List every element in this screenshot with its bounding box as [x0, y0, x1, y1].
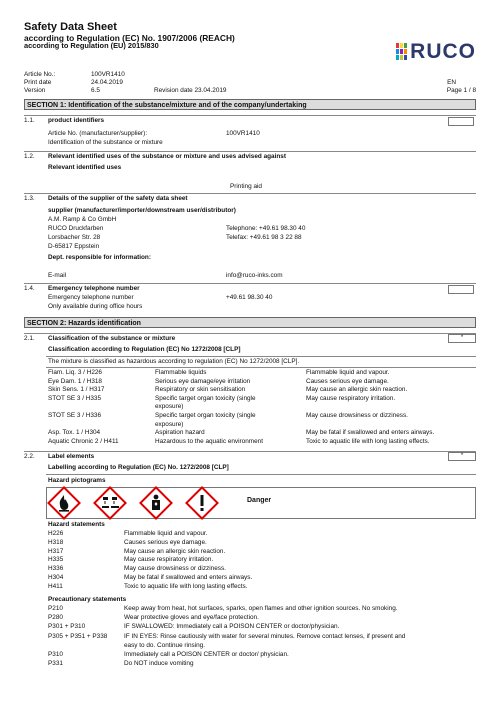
- subsection-heading: Emergency telephone number: [48, 285, 140, 292]
- revision-date: Revision date 23.04.2019: [154, 87, 227, 94]
- classification-code: STOT SE 3 / H335: [48, 394, 102, 402]
- section-number: 1.4.: [24, 285, 35, 292]
- address-line: Lorsbacher Str. 28: [48, 234, 101, 241]
- precaution-code: P210: [48, 605, 63, 612]
- hazard-class: Specific target organ toxicity (single: [155, 394, 256, 402]
- section-number: 2.2.: [24, 453, 35, 460]
- classification-code: STOT SE 3 / H336: [48, 412, 102, 419]
- hazard-text: Toxic to aquatic life with long lasting effects.: [124, 582, 248, 590]
- hazard-description: May cause drowsiness or dizziness.: [306, 412, 408, 419]
- precaution-text: IF IN EYES: Rinse cautiously with water for several minutes. Remove contact lenses, if present and: [124, 632, 406, 640]
- subsection-heading: supplier (manufacturer/importer/downstream user/distributor): [48, 207, 236, 214]
- logo-tile: [404, 49, 407, 54]
- precaution-code: P310: [48, 651, 63, 658]
- hazard-description: Toxic to aquatic life with long lasting effects.: [306, 437, 430, 445]
- precautionary-statements-label: Precautionary statements: [48, 596, 127, 603]
- hazard-description: May be fatal if swallowed and enters airways.: [306, 429, 435, 437]
- ruco-logo: [396, 41, 476, 62]
- emergency-value: +49.61 98.30 40: [226, 294, 273, 301]
- section-number: 2.1.: [24, 335, 35, 342]
- hazard-class: Serious eye damage/eye irritation: [155, 377, 251, 385]
- hazard-code: H226: [48, 530, 64, 537]
- revision-marker: *: [448, 452, 476, 461]
- language: EN: [447, 79, 456, 86]
- logo-tile: [396, 43, 399, 48]
- subsection-heading: Classification of the substance or mixture: [48, 335, 176, 342]
- classification-code: Asp. Tox. 1 / H304: [48, 429, 101, 437]
- office-hours-note: Only available during office hours: [48, 303, 143, 310]
- precaution-text: Keep away from heat, hot surfaces, sparks, open flames and other ignition sources. No smoking.: [124, 605, 398, 612]
- exclamation-icon: [185, 486, 219, 520]
- section-number: 1.3.: [24, 195, 35, 202]
- hazard-code: H335: [48, 556, 64, 564]
- subsection-heading: Dept. responsible for information:: [48, 254, 151, 261]
- hazard-class: Hazardous to the aquatic environment: [155, 437, 263, 445]
- hazard-text: May cause drowsiness or dizziness.: [124, 565, 226, 573]
- precaution-code: P305 + P351 + P338: [48, 632, 108, 640]
- hazard-text: May cause respiratory irritation.: [124, 556, 214, 564]
- title: Safety Data Sheet: [24, 21, 117, 33]
- hazard-description: Causes serious eye damage.: [306, 377, 389, 385]
- side-box: [448, 117, 474, 126]
- corrosion-icon: [93, 486, 127, 520]
- document-title: [24, 22, 235, 50]
- signal-word: Danger: [247, 497, 272, 504]
- logo-tile: [404, 43, 407, 48]
- article-mfg-value: 100VR1410: [226, 130, 260, 137]
- section-number: 1.2.: [24, 153, 35, 160]
- subtitle-eu: according to Regulation (EU) 2015/830: [24, 41, 159, 51]
- hazard-text: May be fatal if swallowed and enters airways.: [124, 574, 253, 581]
- flame-icon: [47, 486, 81, 520]
- hazard-class: Flammable liquids: [155, 369, 207, 376]
- emergency-label: Emergency telephone number: [48, 294, 134, 301]
- classification-code: Eye Dam. 1 / H318: [48, 377, 102, 385]
- address-line: D-65817 Eppstein: [48, 243, 100, 250]
- section-2-header: SECTION 2: Hazards identification: [24, 317, 476, 328]
- email-label: E-mail: [48, 272, 67, 279]
- precaution-text: easy to do. Continue rinsing.: [124, 641, 205, 649]
- logo-mark: [396, 43, 407, 60]
- logo-tile: [400, 49, 403, 54]
- address-line: A.M. Ramp & Co GmbH: [48, 216, 117, 223]
- classification-code: Skin Sens. 1 / H317: [48, 386, 105, 394]
- classification-code: Flam. Liq. 3 / H226: [48, 369, 102, 376]
- hazard-code: H318: [48, 538, 64, 546]
- revision-marker: *: [448, 334, 476, 343]
- telephone: Telephone: +49.61 98.30 40: [226, 225, 306, 232]
- page-number: Page 1 / 8: [446, 87, 476, 94]
- hazard-code: H317: [48, 547, 64, 555]
- hazard-text: May cause an allergic skin reaction.: [124, 547, 226, 555]
- print-date-label: Print date: [24, 79, 52, 86]
- precaution-text: IF SWALLOWED: Immediately call a POISON CENTER or doctor/physician.: [124, 623, 340, 631]
- hazard-code: H304: [48, 574, 64, 581]
- precaution-text: Wear protective gloves and eye/face protection.: [124, 614, 259, 622]
- precaution-code: P301 + P310: [48, 623, 86, 631]
- section-number: 1.1.: [24, 117, 35, 124]
- subsection-heading: Relevant identified uses of the substance or mixture and uses advised against: [48, 153, 286, 160]
- article-label: Article No.:: [24, 71, 56, 78]
- hazard-text: Causes serious eye damage.: [124, 538, 207, 546]
- document-meta: [24, 71, 476, 95]
- logo-tile: [400, 55, 403, 60]
- version-label: Version: [24, 87, 46, 94]
- hazard-text: Flammable liquid and vapour.: [124, 530, 208, 537]
- pictograms-label: Hazard pictograms: [48, 477, 106, 484]
- subsection-heading: Relevant identified uses: [48, 164, 122, 171]
- address-line: RUCO Druckfarben: [48, 225, 104, 232]
- logo-tile: [400, 43, 403, 48]
- article-value: 100VR1410: [91, 71, 125, 78]
- precaution-code: P331: [48, 660, 63, 668]
- hazard-description: Flammable liquid and vapour.: [306, 369, 390, 376]
- subtitle-reach: according to Regulation (EC) No. 1907/2006 (REACH): [24, 32, 235, 43]
- telefax: Telefax: +49.61 98 3 22 88: [226, 234, 302, 241]
- precaution-code: P280: [48, 614, 63, 622]
- print-date-value: 24.04.2019: [91, 79, 123, 86]
- article-mfg-label: Article No. (manufacturer/supplier):: [48, 130, 148, 137]
- precaution-text: Immediately call a POISON CENTER or doctor/ physician.: [124, 651, 289, 658]
- hazard-class: exposure): [155, 420, 184, 428]
- logo-tile: [396, 55, 399, 60]
- hazard-description: May cause an allergic skin reaction.: [306, 386, 408, 394]
- hazard-class: Aspiration hazard: [155, 429, 205, 437]
- classification-note: The mixture is classified as hazardous according to regulation (EC) No 1272/2008 [CLP].: [48, 358, 300, 365]
- subsection-heading: Details of the supplier of the safety data sheet: [48, 195, 188, 202]
- hazard-class: Specific target organ toxicity (single: [155, 412, 256, 419]
- hazard-code: H411: [48, 582, 63, 590]
- logo-tile: [396, 49, 399, 54]
- classification-code: Aquatic Chronic 2 / H411: [48, 437, 119, 445]
- hazard-class: Respiratory or skin sensitisation: [155, 386, 246, 394]
- precaution-text: Do NOT induce vomiting: [124, 660, 194, 668]
- logo-tile: [404, 55, 407, 60]
- identification-label: Identification of the substance or mixture: [48, 139, 163, 146]
- hazard-statements-label: Hazard statements: [48, 521, 105, 528]
- subsection-heading: product identifiers: [48, 117, 105, 124]
- identified-use: Printing aid: [230, 183, 262, 190]
- health-hazard-icon: [139, 486, 173, 520]
- subsection-heading: Classification according to Regulation (EC) No 1272/2008 [CLP]: [48, 346, 241, 353]
- hazard-code: H336: [48, 565, 64, 573]
- version-value: 6.5: [91, 87, 100, 94]
- email-value[interactable]: info@ruco-inks.com: [226, 272, 283, 279]
- subsection-heading: Label elements: [48, 453, 95, 460]
- section-1-header: SECTION 1: Identification of the substance/mixture and of the company/undertaking: [24, 99, 476, 110]
- subsection-heading: Labelling according to Regulation (EC) No. 1272/2008 [CLP]: [48, 464, 229, 471]
- hazard-description: May cause respiratory irritation.: [306, 394, 396, 402]
- side-box: [448, 285, 474, 294]
- hazard-class: exposure): [155, 403, 184, 411]
- logo-text: RUCO: [410, 40, 476, 63]
